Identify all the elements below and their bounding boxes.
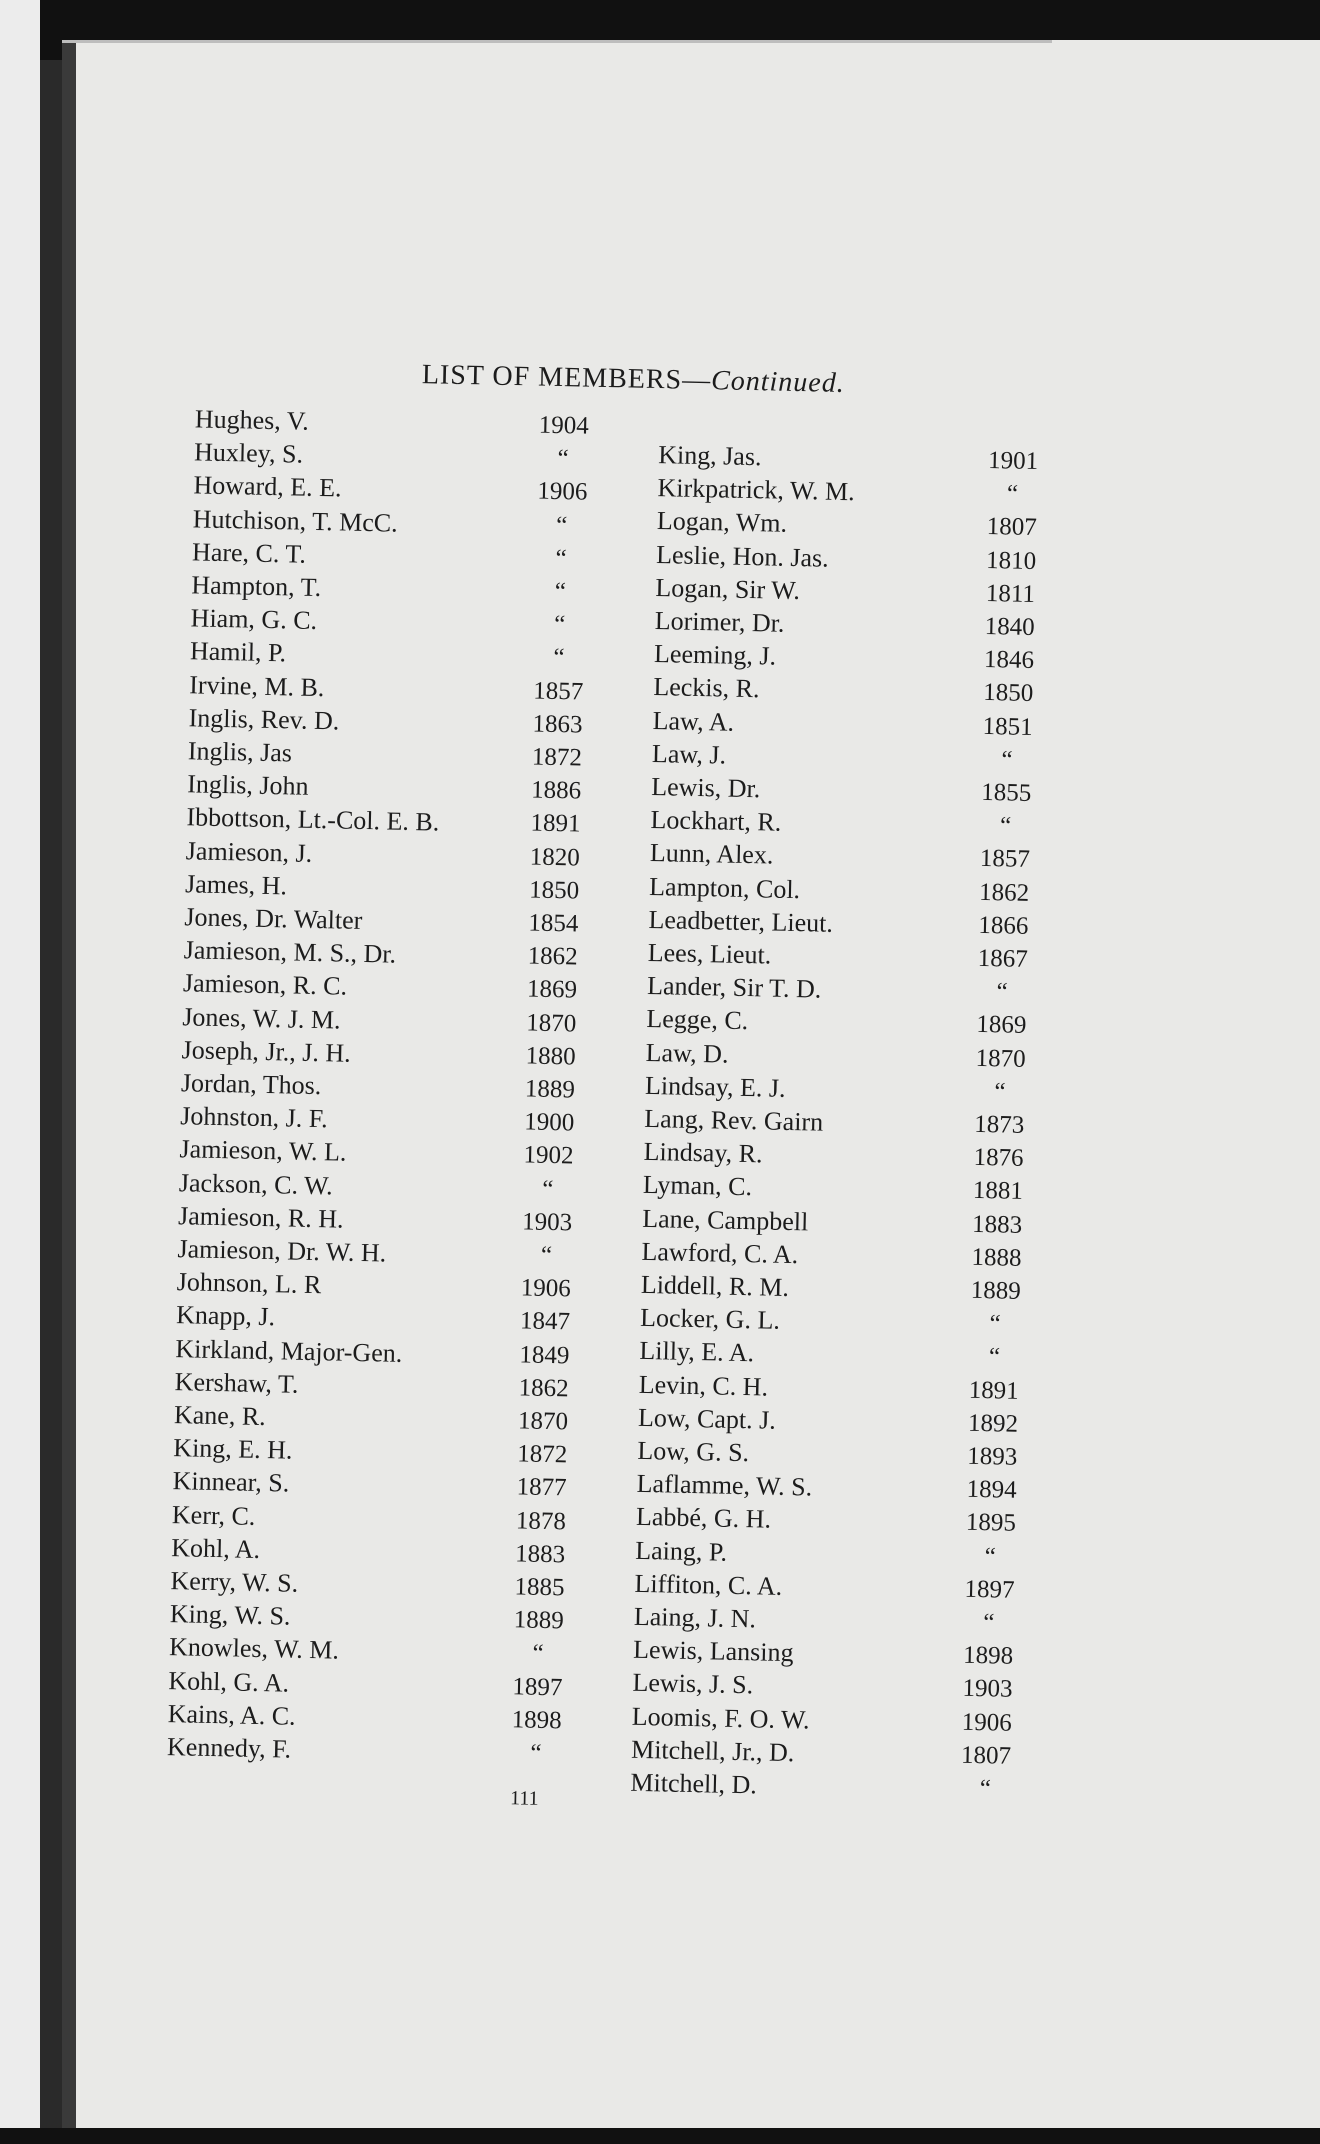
member-entry <box>639 1303 1001 1338</box>
member-year: 1906 <box>520 1274 572 1303</box>
member-entry <box>641 1203 1023 1239</box>
member-entry <box>630 1734 1012 1770</box>
member-year: “ <box>555 511 568 539</box>
member-entry <box>653 672 1034 708</box>
member-year: 1847 <box>519 1307 571 1336</box>
member-year: 1883 <box>971 1210 1023 1239</box>
member-entry <box>190 603 566 639</box>
member-entry <box>177 1234 553 1270</box>
member-name: Levin, C. H. <box>638 1369 769 1402</box>
member-name: Kerr, C. <box>171 1499 256 1531</box>
member-entry <box>179 1101 575 1137</box>
member-name: Kains, A. C. <box>167 1698 296 1731</box>
member-name: Johnson, L. R <box>176 1267 322 1300</box>
member-name: Joseph, Jr., J. H. <box>181 1035 351 1068</box>
member-entry <box>653 639 1035 675</box>
member-entry <box>193 470 588 506</box>
member-year: 1891 <box>968 1376 1020 1405</box>
member-name: Jamieson, Dr. W. H. <box>177 1234 387 1268</box>
member-year: 1873 <box>974 1110 1025 1139</box>
member-name: Lyman, C. <box>642 1170 753 1202</box>
member-entry <box>637 1402 1019 1438</box>
member-entry <box>189 669 584 706</box>
member-entry <box>656 506 1038 542</box>
member-name: Logan, Sir W. <box>655 572 801 605</box>
member-name: Legge, C. <box>646 1004 749 1036</box>
member-entry <box>183 935 578 971</box>
member-entry <box>657 473 1019 508</box>
member-entry <box>651 738 1013 774</box>
member-name: Kennedy, F. <box>166 1732 292 1764</box>
member-year: “ <box>984 1542 997 1570</box>
member-name: Jones, W. J. M. <box>182 1001 341 1035</box>
member-year: 1898 <box>511 1706 562 1735</box>
member-entry <box>654 606 1035 641</box>
member-entry <box>192 503 568 539</box>
member-year: “ <box>1001 746 1013 774</box>
member-year: 1876 <box>973 1144 1024 1173</box>
member-name: Kirkpatrick, W. M. <box>657 473 855 507</box>
member-year: 1862 <box>527 942 578 971</box>
member-year: 1892 <box>967 1409 1019 1438</box>
member-entry <box>169 1599 565 1635</box>
member-year: 1904 <box>538 411 590 440</box>
member-name: Knowles, W. M. <box>168 1632 340 1666</box>
member-name: Laing, J. N. <box>633 1601 757 1634</box>
member-name: Jamieson, J. <box>185 835 313 868</box>
member-name: Hutchison, T. McC. <box>192 503 398 538</box>
member-name: Low, Capt. J. <box>637 1402 777 1435</box>
member-entry <box>182 1001 577 1038</box>
member-name: Jamieson, M. S., Dr. <box>183 935 397 969</box>
member-year: 1850 <box>528 876 580 905</box>
member-entry <box>657 440 1039 476</box>
member-year: 1857 <box>979 845 1031 874</box>
member-name: Leckis, R. <box>653 672 760 704</box>
member-year: “ <box>540 1241 553 1270</box>
member-year: 1898 <box>962 1641 1014 1670</box>
page-title <box>422 359 846 400</box>
member-name: Hiam, G. C. <box>190 603 318 636</box>
member-entry <box>167 1698 562 1735</box>
member-entry <box>193 437 569 473</box>
member-year: 1870 <box>526 1009 577 1038</box>
member-year: 1902 <box>523 1141 574 1170</box>
member-year: 1880 <box>525 1042 576 1071</box>
member-name: Law, J. <box>651 738 727 770</box>
member-year: “ <box>996 978 1008 1006</box>
member-name: Lindsay, R. <box>643 1137 763 1169</box>
member-name: Lewis, Dr. <box>650 772 761 804</box>
member-year: 1886 <box>530 776 582 805</box>
member-year: 1893 <box>967 1442 1018 1471</box>
member-year: 1891 <box>530 809 581 838</box>
member-name: Kerry, W. S. <box>170 1566 299 1598</box>
member-year: “ <box>999 812 1012 840</box>
member-name: Lander, Sir T. D. <box>646 971 822 1004</box>
member-year: 1897 <box>512 1672 563 1701</box>
member-entry <box>637 1435 1018 1471</box>
member-year: 1870 <box>975 1044 1026 1073</box>
member-year: 1810 <box>985 546 1037 575</box>
member-name: Lampton, Col. <box>648 871 801 904</box>
member-name: Kirkland, Major-Gen. <box>175 1333 403 1368</box>
member-entry <box>168 1632 544 1668</box>
member-year: 1897 <box>964 1575 1015 1604</box>
member-entry <box>645 1037 1026 1073</box>
member-year: “ <box>1006 480 1019 508</box>
member-year: 1889 <box>524 1075 576 1104</box>
member-entry <box>173 1433 568 1469</box>
member-entry <box>635 1502 1017 1538</box>
member-name: Mitchell, Jr., D. <box>630 1734 795 1768</box>
member-entry <box>634 1568 1015 1604</box>
member-year: 1857 <box>532 677 584 706</box>
member-year: 1849 <box>519 1340 570 1370</box>
member-entry <box>186 802 581 838</box>
member-year: “ <box>553 611 566 639</box>
member-name: Laing, P. <box>635 1535 728 1567</box>
member-entry <box>633 1601 995 1637</box>
member-entry <box>655 572 1036 608</box>
member-name: King, W. S. <box>169 1599 291 1631</box>
member-name: Laflamme, W. S. <box>636 1469 813 1502</box>
member-entry <box>646 971 1008 1006</box>
member-year: “ <box>979 1775 992 1803</box>
member-name: Lindsay, E. J. <box>644 1070 786 1103</box>
member-entry <box>646 1004 1027 1040</box>
member-year: 1850 <box>983 679 1034 708</box>
member-year: 1820 <box>529 843 581 872</box>
member-name: Law, A. <box>652 705 735 737</box>
member-year: 1862 <box>518 1374 569 1403</box>
member-entry <box>640 1269 1022 1305</box>
member-name: Kane, R. <box>173 1400 267 1432</box>
member-entry <box>631 1701 1013 1737</box>
member-entry <box>166 1732 542 1767</box>
member-year: 1807 <box>986 513 1038 542</box>
member-entry <box>171 1499 567 1535</box>
member-entry <box>650 772 1032 807</box>
member-entry <box>641 1236 1022 1272</box>
member-year: 1872 <box>517 1440 568 1469</box>
member-name: James, H. <box>184 869 288 901</box>
member-year: “ <box>542 1175 554 1203</box>
member-entry <box>189 636 565 672</box>
member-year: 1906 <box>961 1708 1013 1737</box>
member-name: Hamil, P. <box>189 636 287 668</box>
member-entry <box>187 736 583 772</box>
member-year: 1863 <box>532 710 583 739</box>
member-entry <box>170 1532 566 1569</box>
member-entry <box>647 937 1029 973</box>
member-year: 1869 <box>526 975 578 1004</box>
member-name: King, E. H. <box>173 1433 293 1465</box>
member-entry <box>630 1767 992 1803</box>
member-year: 1878 <box>515 1506 567 1535</box>
member-name: Ibbottson, Lt.-Col. E. B. <box>186 802 440 837</box>
member-name: Leslie, Hon. Jas. <box>655 539 830 573</box>
member-year: “ <box>532 1640 544 1668</box>
member-name: Kershaw, T. <box>174 1366 299 1399</box>
member-year: 1867 <box>977 944 1029 973</box>
member-name: Knapp, J. <box>175 1300 276 1332</box>
member-year: 1883 <box>514 1540 566 1569</box>
member-year: 1889 <box>513 1606 565 1635</box>
member-entry <box>184 902 579 938</box>
member-entry <box>174 1366 569 1403</box>
member-year: “ <box>994 1078 1006 1106</box>
member-entry <box>644 1070 1006 1106</box>
member-year: 1855 <box>980 778 1032 807</box>
member-year: 1906 <box>537 477 588 506</box>
member-name: Liddell, R. M. <box>640 1269 790 1302</box>
member-entry <box>643 1137 1024 1173</box>
member-name: Kohl, A. <box>170 1532 261 1564</box>
member-name: Loomis, F. O. W. <box>631 1701 810 1735</box>
member-entry <box>173 1400 569 1436</box>
member-year: 1894 <box>966 1475 1017 1504</box>
member-year: 1862 <box>978 878 1030 907</box>
member-name: Inglis, John <box>186 769 309 802</box>
member-year: 1811 <box>985 579 1036 608</box>
member-entry <box>175 1300 571 1336</box>
member-name: Leadbetter, Lieut. <box>648 904 834 938</box>
member-year: 1903 <box>962 1675 1013 1704</box>
member-year: “ <box>557 445 569 473</box>
member-name: Lang, Rev. Gairn <box>644 1103 824 1137</box>
member-year: 1881 <box>972 1177 1024 1206</box>
member-entry <box>650 805 1012 840</box>
member-entry <box>652 705 1033 741</box>
member-entry <box>648 904 1029 940</box>
member-name: Huxley, S. <box>193 437 304 469</box>
member-year: 1872 <box>531 743 583 772</box>
member-entry <box>649 838 1031 874</box>
member-name: Jamieson, W. L. <box>179 1134 347 1168</box>
member-entry <box>182 968 578 1004</box>
member-year: “ <box>554 577 567 606</box>
member-name: Law, D. <box>645 1037 729 1069</box>
member-name: Jamieson, R. C. <box>182 968 348 1002</box>
member-year: “ <box>555 544 567 572</box>
member-name: Leeming, J. <box>653 639 777 671</box>
member-name: Kinnear, S. <box>172 1466 290 1498</box>
member-name: Logan, Wm. <box>656 506 788 539</box>
member-entry <box>642 1170 1024 1206</box>
title-continued: Continued. <box>710 365 846 399</box>
member-year: 1903 <box>521 1208 573 1237</box>
member-year: “ <box>988 1343 1001 1371</box>
member-name: Low, G. S. <box>637 1435 750 1468</box>
member-year: 1877 <box>516 1473 567 1502</box>
member-entry <box>191 537 567 572</box>
member-name: Inglis, Jas <box>187 736 293 768</box>
member-name: Irvine, M. B. <box>189 669 325 702</box>
member-name: Lockhart, R. <box>650 805 782 837</box>
member-name: Inglis, Rev. D. <box>188 703 340 736</box>
member-entry <box>168 1665 563 1701</box>
member-year: “ <box>989 1310 1001 1338</box>
member-name: Mitchell, D. <box>630 1767 758 1800</box>
member-name: Lilly, E. A. <box>639 1336 755 1368</box>
member-name: Lane, Campbell <box>641 1203 809 1236</box>
member-entry <box>186 769 582 805</box>
page-number: 111 <box>509 1787 539 1810</box>
member-entry <box>194 404 590 440</box>
member-year: 1895 <box>965 1509 1017 1538</box>
member-entry <box>172 1466 567 1502</box>
member-entry <box>638 1369 1020 1405</box>
member-name: Johnston, J. F. <box>179 1101 329 1134</box>
member-year: 1889 <box>970 1276 1022 1305</box>
member-year: “ <box>530 1739 542 1767</box>
member-name: Lunn, Alex. <box>649 838 774 870</box>
member-year: 1900 <box>523 1108 575 1137</box>
member-entry <box>636 1469 1017 1504</box>
member-name: Jamieson, R. H. <box>177 1200 344 1234</box>
member-year: 1901 <box>987 446 1039 476</box>
member-name: Lewis, Lansing <box>632 1635 794 1668</box>
member-name: King, Jas. <box>657 440 762 472</box>
member-entry <box>639 1336 1001 1371</box>
member-entry <box>176 1267 572 1303</box>
member-entry <box>188 703 583 739</box>
member-year: 1870 <box>517 1407 569 1436</box>
member-name: Jackson, C. W. <box>178 1167 334 1201</box>
member-entry <box>632 1668 1013 1704</box>
member-entry <box>644 1103 1025 1139</box>
member-year: 1840 <box>984 612 1035 641</box>
member-year: 1869 <box>976 1011 1027 1040</box>
member-name: Lees, Lieut. <box>647 937 772 970</box>
member-entry <box>184 869 580 905</box>
member-entry <box>632 1635 1014 1670</box>
member-year: “ <box>553 644 565 672</box>
member-name: Labbé, G. H. <box>635 1502 772 1535</box>
member-year: 1851 <box>982 712 1033 741</box>
member-name: Liffiton, C. A. <box>634 1568 783 1601</box>
member-year: “ <box>983 1609 995 1637</box>
member-name: Jones, Dr. Walter <box>184 902 363 935</box>
member-entry <box>635 1535 997 1570</box>
member-name: Locker, G. L. <box>639 1303 781 1335</box>
member-entry <box>170 1566 565 1602</box>
member-year: 1854 <box>528 909 579 938</box>
member-year: 1846 <box>983 646 1035 675</box>
member-year: 1888 <box>971 1243 1022 1272</box>
member-name: Lorimer, Dr. <box>654 606 785 638</box>
member-entry <box>180 1068 576 1104</box>
member-name: Jordan, Thos. <box>180 1068 322 1101</box>
member-entry <box>179 1134 574 1170</box>
member-name: Lawford, C. A. <box>641 1236 799 1269</box>
member-name: Hampton, T. <box>191 570 322 603</box>
member-entry <box>191 570 567 606</box>
member-entry <box>181 1035 576 1071</box>
member-entry <box>178 1167 554 1203</box>
member-year: 1866 <box>978 911 1029 940</box>
member-name: Lewis, J. S. <box>632 1668 754 1700</box>
title-text: LIST OF MEMBERS— <box>421 359 712 397</box>
member-entry <box>655 539 1037 575</box>
member-year: 1885 <box>514 1573 565 1602</box>
member-entry <box>185 835 581 872</box>
member-year: 1807 <box>960 1741 1012 1770</box>
member-name: Howard, E. E. <box>193 470 342 503</box>
member-name: Kohl, G. A. <box>168 1665 290 1698</box>
member-name: Hughes, V. <box>194 404 310 436</box>
member-entry <box>175 1333 570 1370</box>
member-entry <box>648 871 1030 907</box>
member-name: Hare, C. T. <box>191 537 307 569</box>
member-entry <box>177 1200 573 1237</box>
